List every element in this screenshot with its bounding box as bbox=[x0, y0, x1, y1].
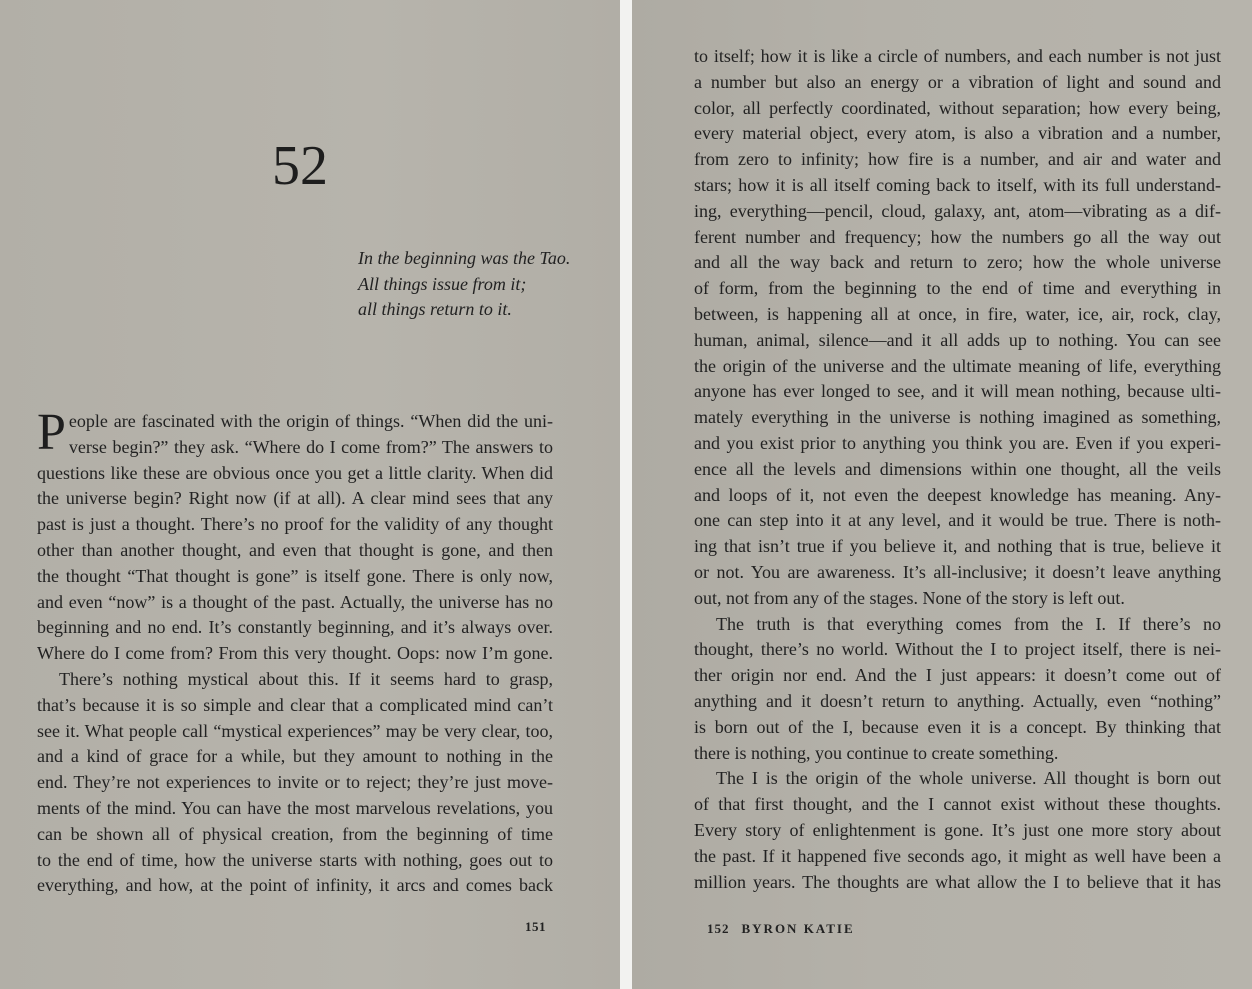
text-line: to itself; how it is like a circle of numbers, and each number is not just bbox=[694, 46, 1221, 66]
text-line: ferent number and frequency; how the numbers go all the way out bbox=[694, 226, 1221, 247]
text-line: eople are fascinated with the origin of things. “When did the uni- bbox=[68, 411, 553, 431]
text-line: and even “now” is a thought of the past. Actually, the universe has no bbox=[37, 591, 553, 612]
text-line: other than another thought, and even that thought is gone, and then bbox=[37, 539, 553, 560]
text-line: between, is happening all at once, in fire, water, ice, air, rock, clay, bbox=[694, 303, 1221, 324]
text-line: can be shown all of physical creation, from the beginning of time bbox=[37, 823, 553, 844]
text-line: anything and it doesn’t return to anything. Actually, even “nothing” bbox=[694, 690, 1221, 711]
text-line: questions like these are obvious once you get a little clarity. When did bbox=[37, 462, 553, 483]
text-line: and a kind of grace for a while, but they amount to nothing in the bbox=[37, 746, 553, 767]
text-line: There’s nothing mystical about this. If it seems hard to grasp, bbox=[59, 668, 553, 689]
left-body-text bbox=[37, 404, 553, 899]
text-line: thought, there’s no world. Without the I to project itself, there is nei- bbox=[694, 639, 1221, 660]
text-line: out, not from any of the stages. None of the story is left out. bbox=[694, 587, 1125, 608]
text-line: ments of the mind. You can have the most marvelous revelations, you bbox=[37, 797, 553, 818]
text-line: or not. You are awareness. It’s all-inclusive; it doesn’t leave anything bbox=[694, 561, 1221, 582]
text-line: mately everything in the universe is nothing imagined as something, bbox=[694, 407, 1221, 428]
text-line: the universe begin? Right now (if at all). A clear mind sees that any bbox=[37, 488, 553, 509]
right-body-text bbox=[694, 44, 1221, 895]
text-line: ing that isn’t true if you believe it, and nothing that is true, believe it bbox=[694, 536, 1221, 557]
drop-cap: P bbox=[37, 404, 66, 461]
text-line: of form, from the beginning to the end of time and everything in bbox=[694, 278, 1221, 299]
text-line: the thought “That thought is gone” is itself gone. There is only now, bbox=[37, 565, 553, 586]
text-line: there is nothing, you continue to create something. bbox=[694, 742, 1059, 763]
page-number: 151 bbox=[525, 919, 546, 934]
text-line: human, animal, silence—and it all adds up to nothing. You can see bbox=[694, 329, 1221, 350]
text-line: ing, everything—pencil, cloud, galaxy, ant, atom—vibrating as a dif- bbox=[694, 200, 1221, 221]
text-line: the past. If it happened five seconds ago, it might as well have been a bbox=[694, 845, 1221, 866]
text-line: see it. What people call “mystical experiences” may be very clear, too, bbox=[37, 720, 553, 741]
text-line: verse begin?” they ask. “Where do I come from?” The answers to bbox=[68, 436, 553, 457]
running-head: BYRON KATIE bbox=[741, 921, 855, 936]
text-line: the origin of the universe and the ultimate meaning of life, everything bbox=[694, 355, 1221, 376]
text-line: that’s because it is so simple and clear that a complicated mind can’t bbox=[37, 694, 553, 715]
text-line: Where do I come from? From this very thought. Oops: now I’m gone. bbox=[37, 643, 553, 664]
left-page bbox=[0, 0, 620, 989]
page-number: 152 bbox=[707, 921, 730, 936]
text-line: of that first thought, and the I cannot exist without these thoughts. bbox=[694, 794, 1221, 815]
text-line: is born out of the I, because even it is a concept. By thinking that bbox=[694, 716, 1221, 737]
text-line: color, all perfectly coordinated, without separation; how every being, bbox=[694, 97, 1221, 118]
text-line: The truth is that everything comes from the I. If there’s no bbox=[716, 613, 1221, 634]
text-line: anyone has ever longed to see, and it will mean nothing, because ulti- bbox=[694, 381, 1221, 402]
text-line: ther origin nor end. And the I just appears: it doesn’t come out of bbox=[694, 665, 1221, 686]
text-line: a number but also an energy or a vibration of light and sound and bbox=[694, 71, 1221, 92]
text-line: and all the way back and return to zero; how the whole universe bbox=[694, 252, 1221, 273]
text-line: beginning and no end. It’s constantly beginning, and it’s always over. bbox=[37, 617, 553, 638]
epigraph-line: all things return to it. bbox=[358, 299, 512, 319]
epigraph-line: All things issue from it; bbox=[358, 273, 527, 294]
footer bbox=[707, 921, 855, 937]
text-line: end. They’re not experiences to invite or to reject; they’re just move- bbox=[37, 772, 553, 793]
text-line: stars; how it is all itself coming back to itself, with its full understand- bbox=[694, 174, 1221, 195]
text-line: million years. The thoughts are what allow the I to believe that it has bbox=[694, 871, 1221, 892]
chapter-number: 52 bbox=[272, 135, 328, 197]
text-line: every material object, every atom, is also a vibration and a number, bbox=[694, 123, 1221, 144]
text-line: and loops of it, not even the deepest knowledge has meaning. Any- bbox=[694, 484, 1221, 505]
text-line: one can step into it at any level, and it would be true. There is noth- bbox=[694, 510, 1221, 531]
text-line: and you exist prior to anything you think you are. Even if you experi- bbox=[694, 432, 1221, 453]
text-line: from zero to infinity; how fire is a number, and air and water and bbox=[694, 149, 1221, 170]
right-page bbox=[632, 0, 1252, 989]
epigraph bbox=[358, 246, 588, 323]
text-line: ence all the levels and dimensions within one thought, all the veils bbox=[694, 458, 1221, 479]
text-line: Every story of enlightenment is gone. It’s just one more story about bbox=[694, 819, 1221, 840]
text-line: everything, and how, at the point of infinity, it arcs and comes back bbox=[37, 875, 553, 896]
text-line: past is just a thought. There’s no proof for the validity of any thought bbox=[37, 514, 553, 535]
text-line: The I is the origin of the whole universe. All thought is born out bbox=[716, 768, 1221, 789]
text-line: to the end of time, how the universe starts with nothing, goes out to bbox=[37, 849, 553, 870]
epigraph-line: In the beginning was the Tao. bbox=[358, 248, 571, 268]
